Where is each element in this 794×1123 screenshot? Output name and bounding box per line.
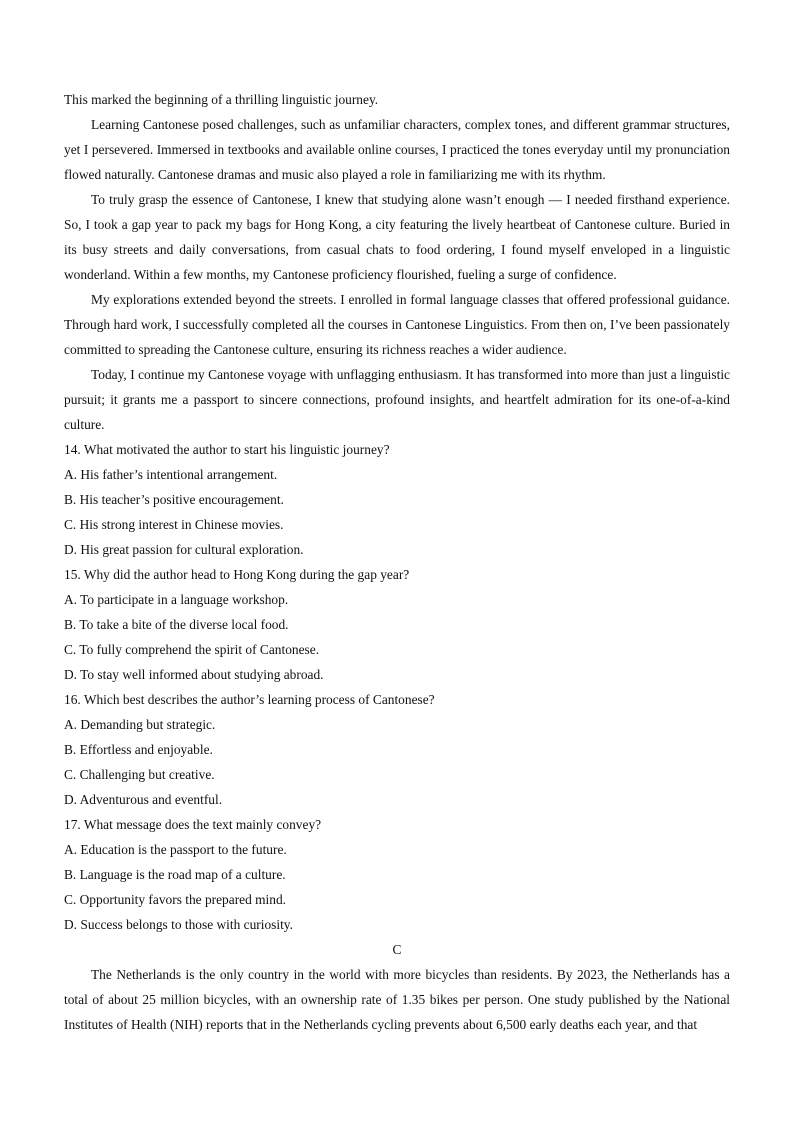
answer-option: A. His father’s intentional arrangement. — [64, 467, 278, 482]
answer-option: C. To fully comprehend the spirit of Cantonese. — [64, 642, 320, 657]
answer-option: B. Effortless and enjoyable. — [64, 742, 213, 757]
answer-option: B. To take a bite of the diverse local food. — [64, 617, 289, 632]
passage-c-paragraph: The Netherlands is the only country in the world with more bicycles than residents. By 2023, the Netherlands has a total of about 25 million bicycles, with an ownership rate of 1.35 bikes per person. One study published by the National Institutes of Health (NIH) reports that in the Netherlands cycling prevents about 6,500 early deaths each year, and that — [64, 967, 730, 1032]
question-16 — [64, 687, 730, 812]
section-heading-c: C — [392, 942, 402, 957]
passage-b-paragraph: Today, I continue my Cantonese voyage with unflagging enthusiasm. It has transformed into more than just a linguistic pursuit; it grants me a passport to sincere connections, profound insights, and heartfelt admiration for its one-of-a-kind culture. — [64, 367, 730, 432]
answer-option: C. Challenging but creative. — [64, 767, 215, 782]
question-14 — [64, 437, 730, 562]
answer-option: A. Education is the passport to the future. — [64, 842, 287, 857]
passage-b-paragraph: To truly grasp the essence of Cantonese, I knew that studying alone wasn’t enough — I needed firsthand experience. So, I took a gap year to pack my bags for Hong Kong, a city featuring the lively heartbeat of Cantonese culture. Buried in its busy streets and daily conversations, from casual chats to food ordering, I found myself enveloped in a linguistic wonderland. Within a few months, my Cantonese proficiency flourished, fueling a surge of confidence. — [64, 192, 730, 282]
answer-option: D. To stay well informed about studying abroad. — [64, 667, 324, 682]
answer-option: C. Opportunity favors the prepared mind. — [64, 892, 287, 907]
answer-option: B. Language is the road map of a culture. — [64, 867, 286, 882]
answer-option: D. Success belongs to those with curiosity. — [64, 917, 293, 932]
question-stem: 14. What motivated the author to start his linguistic journey? — [64, 442, 390, 457]
question-stem: 17. What message does the text mainly convey? — [64, 817, 322, 832]
answer-option: C. His strong interest in Chinese movies. — [64, 517, 284, 532]
question-17 — [64, 812, 730, 937]
passage-b-paragraph: This marked the beginning of a thrilling linguistic journey. — [64, 92, 379, 107]
answer-option: B. His teacher’s positive encouragement. — [64, 492, 284, 507]
question-15 — [64, 562, 730, 687]
answer-option: D. His great passion for cultural exploration. — [64, 542, 304, 557]
answer-option: A. To participate in a language workshop. — [64, 592, 289, 607]
passage-b-paragraph: Learning Cantonese posed challenges, such as unfamiliar characters, complex tones, and different grammar structures, yet I persevered. Immersed in textbooks and available online courses, I practiced the tones everyday until my pronunciation flowed naturally. Cantonese dramas and music also played a role in familiarizing me with its rhythm. — [64, 117, 730, 182]
answer-option: D. Adventurous and eventful. — [64, 792, 223, 807]
document-page — [64, 87, 730, 1037]
question-stem: 16. Which best describes the author’s learning process of Cantonese? — [64, 692, 435, 707]
passage-b-paragraph: My explorations extended beyond the streets. I enrolled in formal language classes that offered professional guidance. Through hard work, I successfully completed all the courses in Cantonese Linguistics. From then on, I’ve been passionately committed to spreading the Cantonese culture, ensuring its richness reaches a wider audience. — [64, 292, 730, 357]
answer-option: A. Demanding but strategic. — [64, 717, 216, 732]
question-stem: 15. Why did the author head to Hong Kong during the gap year? — [64, 567, 410, 582]
